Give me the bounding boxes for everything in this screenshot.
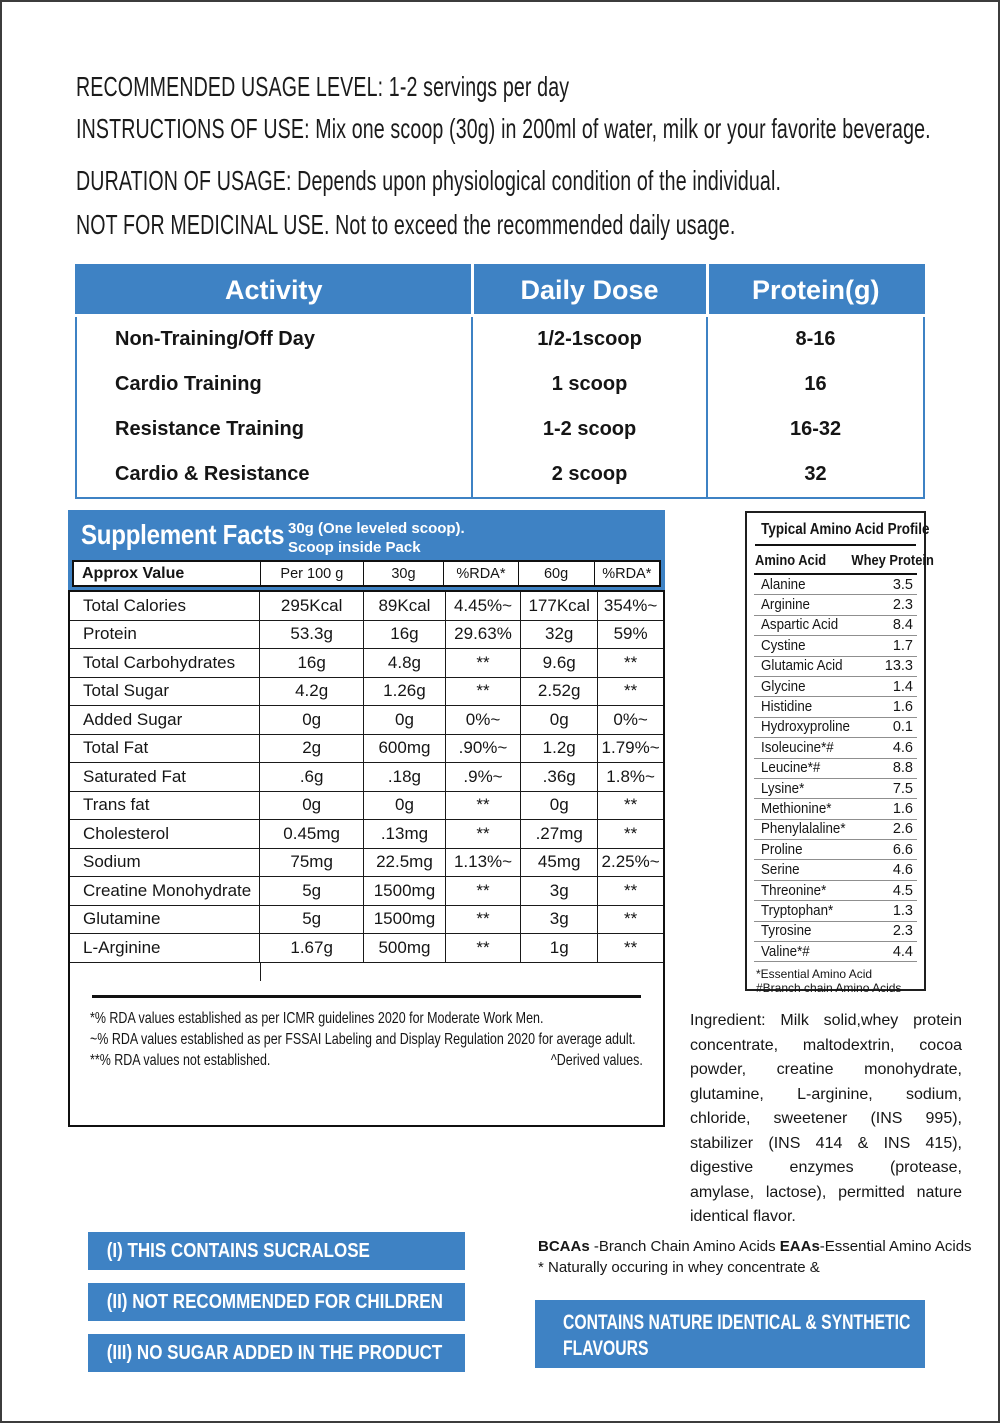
supplement-facts-body xyxy=(68,590,665,1127)
table-cell: 32 xyxy=(707,452,924,498)
table-cell: 16g xyxy=(364,620,446,649)
table-cell: 177Kcal xyxy=(521,592,598,620)
table-cell: 4.2g xyxy=(260,677,364,706)
table-row xyxy=(70,677,663,706)
list-item xyxy=(754,738,917,758)
list-item xyxy=(754,575,917,595)
amino-value: 2.3 xyxy=(892,597,913,614)
children-banner xyxy=(88,1283,465,1321)
table-cell: 0%~ xyxy=(445,706,520,735)
table-cell: Protein xyxy=(70,620,260,649)
table-cell: 4.8g xyxy=(364,649,446,678)
table-cell: ** xyxy=(445,649,520,678)
table-cell: ** xyxy=(445,820,520,849)
amino-name: Leucine*# xyxy=(761,760,821,777)
table-cell: .6g xyxy=(260,763,364,792)
amino-name: Methionine* xyxy=(761,800,832,817)
table-row xyxy=(70,848,663,877)
serving-size-note xyxy=(288,519,465,557)
list-item xyxy=(754,697,917,717)
table-cell: ** xyxy=(598,677,663,706)
amino-value: 1.6 xyxy=(892,699,913,716)
amino-name: Tyrosine xyxy=(761,923,812,940)
table-cell: 5g xyxy=(260,877,364,906)
table-cell: 1.67g xyxy=(260,934,364,963)
table-row xyxy=(76,407,924,452)
amino-name: Lysine* xyxy=(761,780,805,797)
banner-label: (III) NO SUGAR ADDED IN THE PRODUCT xyxy=(106,1341,443,1364)
table-cell: Added Sugar xyxy=(70,706,260,735)
amino-name: Isoleucine*# xyxy=(761,739,834,756)
footnote-not-established: **% RDA values not established. xyxy=(90,1051,271,1069)
amino-name: Alanine xyxy=(761,576,806,593)
banner-label: (II) NOT RECOMMENDED FOR CHILDREN xyxy=(106,1290,443,1313)
table-cell: 0.45mg xyxy=(260,820,364,849)
table-row xyxy=(70,763,663,792)
amino-value: 1.4 xyxy=(892,678,913,695)
daily-dose-header: Daily Dose xyxy=(472,265,707,316)
list-item xyxy=(754,677,917,697)
table-cell: Total Calories xyxy=(70,592,260,620)
table-cell: ** xyxy=(598,649,663,678)
amino-profile-header-row xyxy=(747,546,934,573)
amino-name: Proline xyxy=(761,841,803,858)
table-cell: Sodium xyxy=(70,848,260,877)
duration-of-usage-line: DURATION OF USAGE: Depends upon physiological condition of the individual. xyxy=(76,165,782,196)
column-header: 30g xyxy=(364,562,445,585)
amino-value: 4.5 xyxy=(892,882,913,899)
serving-size-line2: Scoop inside Pack xyxy=(288,539,421,556)
table-cell: 600mg xyxy=(364,734,446,763)
list-item xyxy=(754,881,917,901)
amino-value: 2.3 xyxy=(892,923,913,940)
column-header: 60g xyxy=(519,562,595,585)
footnote-fssai: ~% RDA values established as per FSSAI Labeling and Display Regulation 2020 for average adult. xyxy=(90,1030,636,1048)
amino-value: 1.3 xyxy=(892,902,913,919)
amino-value: 3.5 xyxy=(892,576,913,593)
table-row xyxy=(70,820,663,849)
table-cell: 354%~ xyxy=(598,592,663,620)
table-cell: 0g xyxy=(364,706,446,735)
amino-name: Aspartic Acid xyxy=(761,617,839,634)
table-cell: .9%~ xyxy=(445,763,520,792)
list-item xyxy=(754,718,917,738)
table-cell: 29.63% xyxy=(445,620,520,649)
table-cell: 45mg xyxy=(521,848,598,877)
table-cell: Creatine Monohydrate xyxy=(70,877,260,906)
amino-value: 4.4 xyxy=(892,943,913,960)
table-cell: 0g xyxy=(521,706,598,735)
table-cell: 16 xyxy=(707,362,924,407)
serving-size-line1: 30g (One leveled scoop). xyxy=(288,520,465,537)
table-cell: 0g xyxy=(260,791,364,820)
table-row xyxy=(70,877,663,906)
table-cell: 0g xyxy=(260,706,364,735)
table-cell: 16g xyxy=(260,649,364,678)
table-cell: 2g xyxy=(260,734,364,763)
list-item xyxy=(754,901,917,921)
column-header: %RDA* xyxy=(444,562,518,585)
table-cell: ** xyxy=(598,877,663,906)
table-cell: ** xyxy=(445,677,520,706)
table-cell: ** xyxy=(445,905,520,934)
table-cell: ** xyxy=(445,877,520,906)
table-cell: Total Carbohydrates xyxy=(70,649,260,678)
table-cell: Cardio Training xyxy=(115,373,262,395)
amino-name: Hydroxyproline xyxy=(761,719,850,736)
table-cell: 3g xyxy=(521,877,598,906)
branch-chain-note: #Branch chain Amino Acids xyxy=(756,981,902,996)
footnote-icmr: *% RDA values established as per ICMR guidelines 2020 for Moderate Work Men. xyxy=(90,1009,544,1027)
amino-value: 7.5 xyxy=(892,780,913,797)
amino-name: Glycine xyxy=(761,678,806,695)
table-cell: Cardio & Resistance xyxy=(115,463,310,485)
amino-name: Histidine xyxy=(761,699,813,716)
table-cell: 89Kcal xyxy=(364,592,446,620)
table-cell: .13mg xyxy=(364,820,446,849)
ingredients-paragraph: Ingredient: Milk solid,whey protein concentrate, maltodextrin, cocoa powder, creatine monohydrate, glutamine, L-arginine, sodium, chloride, sweetener (INS 995), stabilizer (INS 414 & INS 415), digestive enzymes (protease, amylase, lactose), permitted nature identical flavor. xyxy=(690,1012,962,1225)
recommended-usage-line: RECOMMENDED USAGE LEVEL: 1-2 servings per day xyxy=(76,71,570,102)
table-cell: 1-2 scoop xyxy=(472,407,707,452)
table-row xyxy=(70,649,663,678)
amino-value: 6.6 xyxy=(892,841,913,858)
table-cell: .18g xyxy=(364,763,446,792)
naturally-occuring-note: * Naturally occuring in whey concentrate & xyxy=(538,1259,820,1276)
table-row xyxy=(70,620,663,649)
amino-name: Cystine xyxy=(761,637,806,654)
table-cell: ** xyxy=(445,934,520,963)
table-cell: 1.79%~ xyxy=(598,734,663,763)
amino-profile-title: Typical Amino Acid Profile xyxy=(761,521,930,538)
table-cell: 0g xyxy=(364,791,446,820)
table-row xyxy=(76,362,924,407)
activity-table-header-row xyxy=(76,265,924,316)
table-cell: ** xyxy=(598,791,663,820)
list-item xyxy=(754,595,917,615)
amino-value: 13.3 xyxy=(884,658,913,675)
table-row xyxy=(76,452,924,498)
usage-instructions-block xyxy=(76,70,1000,241)
table-cell: .36g xyxy=(521,763,598,792)
eaa-definition: -Essential Amino Acids xyxy=(819,1238,972,1255)
protein-header: Protein(g) xyxy=(707,265,924,316)
table-cell: ** xyxy=(598,820,663,849)
table-cell: 1.13%~ xyxy=(445,848,520,877)
list-item xyxy=(754,759,917,779)
table-cell: 9.6g xyxy=(521,649,598,678)
instructions-of-use-line: INSTRUCTIONS OF USE: Mix one scoop (30g) in 200ml of water, milk or your favorite beverage. xyxy=(76,113,931,144)
amino-name: Glutamic Acid xyxy=(761,658,843,675)
amino-profile-footnotes xyxy=(747,962,924,995)
amino-name: Threonine* xyxy=(761,882,827,899)
nutrition-table xyxy=(70,592,663,963)
amino-value: 0.1 xyxy=(892,719,913,736)
amino-value: 2.6 xyxy=(892,821,913,838)
supplement-facts-header xyxy=(68,510,665,590)
table-row xyxy=(76,316,924,363)
table-row xyxy=(70,791,663,820)
list-item xyxy=(754,799,917,819)
table-cell: 3g xyxy=(521,905,598,934)
table-cell: Total Fat xyxy=(70,734,260,763)
amino-name: Serine xyxy=(761,862,800,879)
table-cell: 2.52g xyxy=(521,677,598,706)
table-cell: ** xyxy=(598,934,663,963)
table-cell: ** xyxy=(445,791,520,820)
supplement-facts-panel xyxy=(68,510,665,1127)
amino-name: Phenylalaline* xyxy=(761,821,846,838)
amino-name: Arginine xyxy=(761,597,810,614)
supplement-facts-title: Supplement Facts xyxy=(81,519,285,550)
column-header: Approx Value xyxy=(74,562,261,585)
no-sugar-banner xyxy=(88,1334,465,1372)
activity-dose-table xyxy=(75,264,925,499)
flavours-banner-label: CONTAINS NATURE IDENTICAL & SYNTHETIC FLAVOURS xyxy=(563,1311,911,1360)
list-item xyxy=(754,657,917,677)
table-row xyxy=(70,905,663,934)
rda-footnotes xyxy=(70,998,663,1071)
column-header: Whey Protein xyxy=(851,552,934,569)
table-cell: Glutamine xyxy=(70,905,260,934)
table-row xyxy=(70,734,663,763)
bcaa-definition: -Branch Chain Amino Acids xyxy=(589,1238,780,1255)
table-cell: 1.26g xyxy=(364,677,446,706)
table-cell: Trans fat xyxy=(70,791,260,820)
table-cell: 295Kcal xyxy=(260,592,364,620)
table-cell: Saturated Fat xyxy=(70,763,260,792)
table-cell: 1500mg xyxy=(364,905,446,934)
table-row xyxy=(70,592,663,620)
amino-value: 1.7 xyxy=(892,637,913,654)
eaa-term: EAAs xyxy=(779,1238,820,1255)
not-medicinal-line: NOT FOR MEDICINAL USE. Not to exceed the recommended daily usage. xyxy=(76,209,736,240)
table-cell: 59% xyxy=(598,620,663,649)
list-item xyxy=(754,616,917,636)
table-cell: 2.25%~ xyxy=(598,848,663,877)
table-cell: Non-Training/Off Day xyxy=(115,328,315,350)
table-cell: .27mg xyxy=(521,820,598,849)
abbreviation-line xyxy=(538,1238,972,1255)
table-cell: 1.2g xyxy=(521,734,598,763)
table-cell: 53.3g xyxy=(260,620,364,649)
list-item xyxy=(754,922,917,942)
table-cell: 1g xyxy=(521,934,598,963)
list-item xyxy=(754,840,917,860)
table-cell: Total Sugar xyxy=(70,677,260,706)
table-cell: 5g xyxy=(260,905,364,934)
table-cell: 500mg xyxy=(364,934,446,963)
table-cell: 32g xyxy=(521,620,598,649)
column-header: %RDA* xyxy=(602,565,652,582)
table-cell: 1/2-1scoop xyxy=(472,316,707,363)
footnote-derived: ^Derived values. xyxy=(551,1051,643,1069)
sucralose-banner xyxy=(88,1232,465,1270)
amino-value: 4.6 xyxy=(892,739,913,756)
table-cell: 22.5mg xyxy=(364,848,446,877)
essential-amino-note: *Essential Amino Acid xyxy=(756,967,873,982)
table-cell: 0%~ xyxy=(598,706,663,735)
table-cell: 2 scoop xyxy=(472,452,707,498)
list-item xyxy=(754,820,917,840)
table-cell: 1500mg xyxy=(364,877,446,906)
amino-acid-profile-panel xyxy=(745,511,934,996)
banner-label: (I) THIS CONTAINS SUCRALOSE xyxy=(106,1239,370,1262)
table-cell: Cholesterol xyxy=(70,820,260,849)
table-row xyxy=(70,934,663,963)
list-item xyxy=(754,942,917,962)
table-cell: ** xyxy=(598,905,663,934)
table-cell: 0g xyxy=(521,791,598,820)
table-spacer xyxy=(70,963,663,995)
list-item xyxy=(754,779,917,799)
table-cell: 8-16 xyxy=(707,316,924,363)
amino-name: Valine*# xyxy=(761,943,810,960)
amino-value: 1.6 xyxy=(892,800,913,817)
amino-name: Tryptophan* xyxy=(761,902,834,919)
flavours-banner xyxy=(535,1300,925,1368)
table-row xyxy=(70,706,663,735)
amino-value: 8.8 xyxy=(892,760,913,777)
column-header: Per 100 g xyxy=(261,562,363,585)
supplement-facts-column-header-row xyxy=(72,560,661,587)
list-item xyxy=(754,860,917,880)
table-cell: 1.8%~ xyxy=(598,763,663,792)
activity-header: Activity xyxy=(76,265,472,316)
column-header: Amino Acid xyxy=(755,552,827,569)
table-cell: L-Arginine xyxy=(70,934,260,963)
table-cell: .90%~ xyxy=(445,734,520,763)
warning-banners xyxy=(88,1232,465,1385)
list-item xyxy=(754,636,917,656)
table-cell: 1 scoop xyxy=(472,362,707,407)
table-cell: Resistance Training xyxy=(115,418,304,440)
table-cell: 16-32 xyxy=(707,407,924,452)
table-cell: 4.45%~ xyxy=(445,592,520,620)
bcaa-term: BCAAs xyxy=(538,1238,590,1255)
abbreviation-notes xyxy=(538,1238,972,1276)
amino-value: 4.6 xyxy=(892,862,913,879)
table-cell: 75mg xyxy=(260,848,364,877)
amino-value: 8.4 xyxy=(892,617,913,634)
